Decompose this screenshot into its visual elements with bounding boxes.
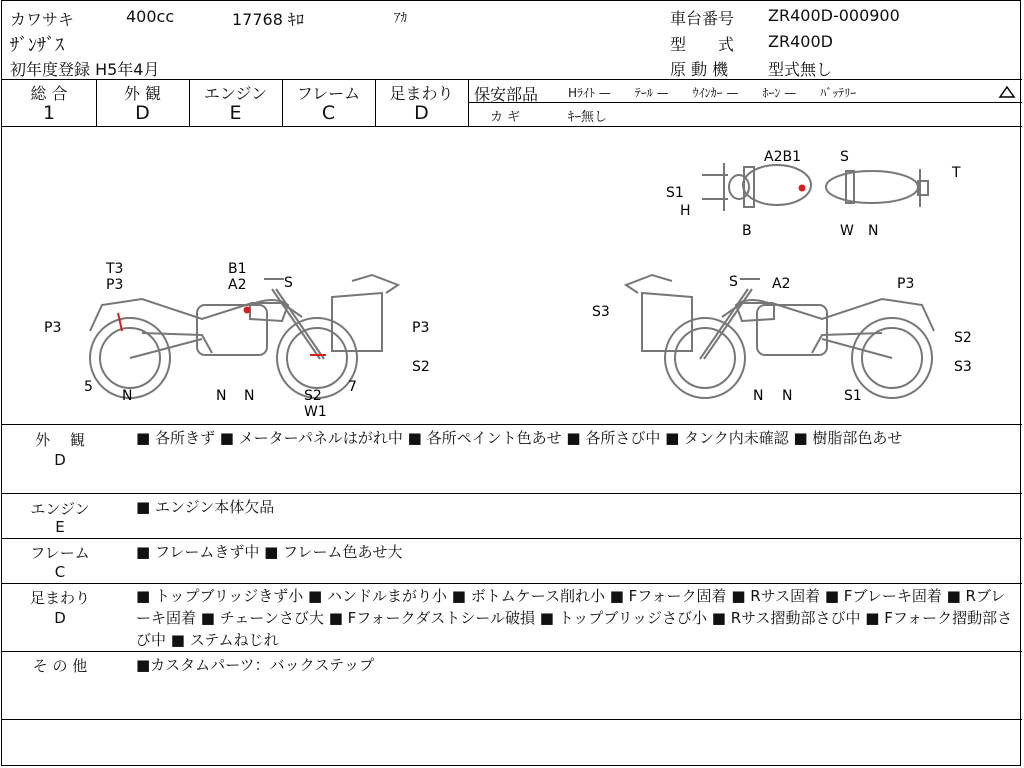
grade-exterior: D [135, 102, 150, 124]
type-label: 型 式 [670, 35, 735, 54]
label: N [868, 223, 879, 239]
section-suspension-grade: D [54, 609, 66, 627]
label: S1 [844, 388, 862, 404]
grade-frame: C [321, 102, 336, 124]
maker: カワサキ [10, 10, 75, 29]
key-value: ｷｰ無し [568, 110, 608, 125]
label: T3 [106, 261, 124, 277]
label: N [122, 388, 133, 404]
safety-label: 保安部品 [474, 85, 539, 104]
label: S3 [954, 359, 972, 375]
triangle-icon [998, 85, 1016, 99]
label: P3 [412, 320, 430, 336]
type-value: ZR400D [768, 32, 833, 51]
label: P3 [106, 277, 124, 293]
label: 7 [348, 379, 357, 395]
label: B1 [228, 261, 247, 277]
section-suspension-text: ■ トップブリッジきず小 ■ ハンドルまがり小 ■ ボトムケース削れ小 ■ Fフォーク固着 ■ Rサス固着 ■ Fブレーキ固着 ■ Rブレーキ固着 ■ チェーンさび大 ■ Fフォークダストシール破損 ■ トップブリッジさび小 ■ Rサス摺動部さび中 ■ Fフォーク摺動部さび中 ■ ステムねじれ [136, 587, 1013, 649]
label: 5 [84, 379, 93, 395]
label: S [284, 275, 293, 291]
grade-engine: E [229, 102, 242, 124]
label: S3 [592, 304, 610, 320]
section-exterior-grade: D [54, 451, 66, 469]
label: S [729, 274, 738, 290]
label: P3 [897, 276, 915, 292]
grade-header-suspension: 足まわり [389, 84, 454, 103]
safety-items: Hﾗｲﾄ — ﾃｰﾙ — ｳｲﾝｶｰ — ﾎｰﾝ — ﾊﾞｯﾃﾘｰ [568, 86, 857, 100]
model-name: ｻﾞﾝｻﾞｽ [10, 35, 64, 56]
label: S2 [954, 330, 972, 346]
top-view-bike [702, 163, 928, 211]
damage-mark [118, 313, 122, 331]
section-frame-grade: C [54, 563, 66, 581]
section-exterior-label: 外 観 [35, 431, 85, 449]
engine-value: 型式無し [768, 60, 833, 79]
section-suspension-label: 足まわり [29, 589, 90, 607]
frame-no: ZR400D-000900 [768, 6, 900, 25]
frame-no-label: 車台番号 [670, 9, 735, 28]
damage-mark [799, 185, 806, 192]
label: N [244, 388, 255, 404]
label: S2 [412, 359, 430, 375]
grade-overall: 1 [42, 102, 56, 124]
section-exterior-text: ■ 各所きず ■ メーターパネルはがれ中 ■ 各所ペイント色あせ ■ 各所さび中 ■ タンク内未確認 ■ 樹脂部色あせ [136, 429, 903, 447]
section-frame-label: フレーム [30, 544, 90, 562]
label: S [840, 149, 849, 165]
label: A2 [228, 277, 247, 293]
label: N [782, 388, 793, 404]
label: A2 [772, 276, 791, 292]
label: A2B1 [764, 149, 801, 165]
diagram-labels [44, 149, 972, 420]
section-frame-text: ■ フレームきず中 ■ フレーム色あせ大 [136, 543, 403, 561]
color: ｱｶ [394, 11, 407, 26]
label: W [840, 223, 854, 239]
inspection-sheet [1, 0, 1021, 766]
key-label: カ ギ [490, 110, 521, 125]
section-engine-grade: E [55, 518, 65, 536]
section-engine-label: エンジン [30, 500, 90, 518]
label: N [216, 388, 227, 404]
label: P3 [44, 320, 62, 336]
label: W1 [304, 404, 327, 420]
grade-header-overall: 総 合 [30, 84, 68, 103]
section-other-text: ■カスタムパーツ：バックステップ [136, 656, 375, 674]
first-registration: 初年度登録 H5年4月 [10, 60, 160, 79]
label: B [742, 223, 752, 239]
grade-header-frame: フレーム [296, 84, 361, 103]
mileage: 17768 ｷﾛ [232, 10, 304, 29]
damage-mark [244, 307, 251, 314]
label: S1 [666, 185, 684, 201]
displacement: 400cc [126, 7, 175, 26]
section-engine-text: ■ エンジン本体欠品 [136, 498, 275, 516]
grade-header-engine: エンジン [203, 84, 268, 103]
right-view-bike [626, 275, 934, 398]
label: S2 [304, 388, 322, 404]
grade-header-exterior: 外 観 [123, 84, 162, 103]
grade-suspension: D [414, 102, 429, 124]
label: T [952, 165, 961, 181]
damage-diagram [2, 127, 1022, 424]
engine-label: 原 動 機 [670, 60, 729, 79]
label: H [680, 203, 691, 219]
label: N [753, 388, 764, 404]
section-other-label: そ の 他 [32, 657, 88, 675]
